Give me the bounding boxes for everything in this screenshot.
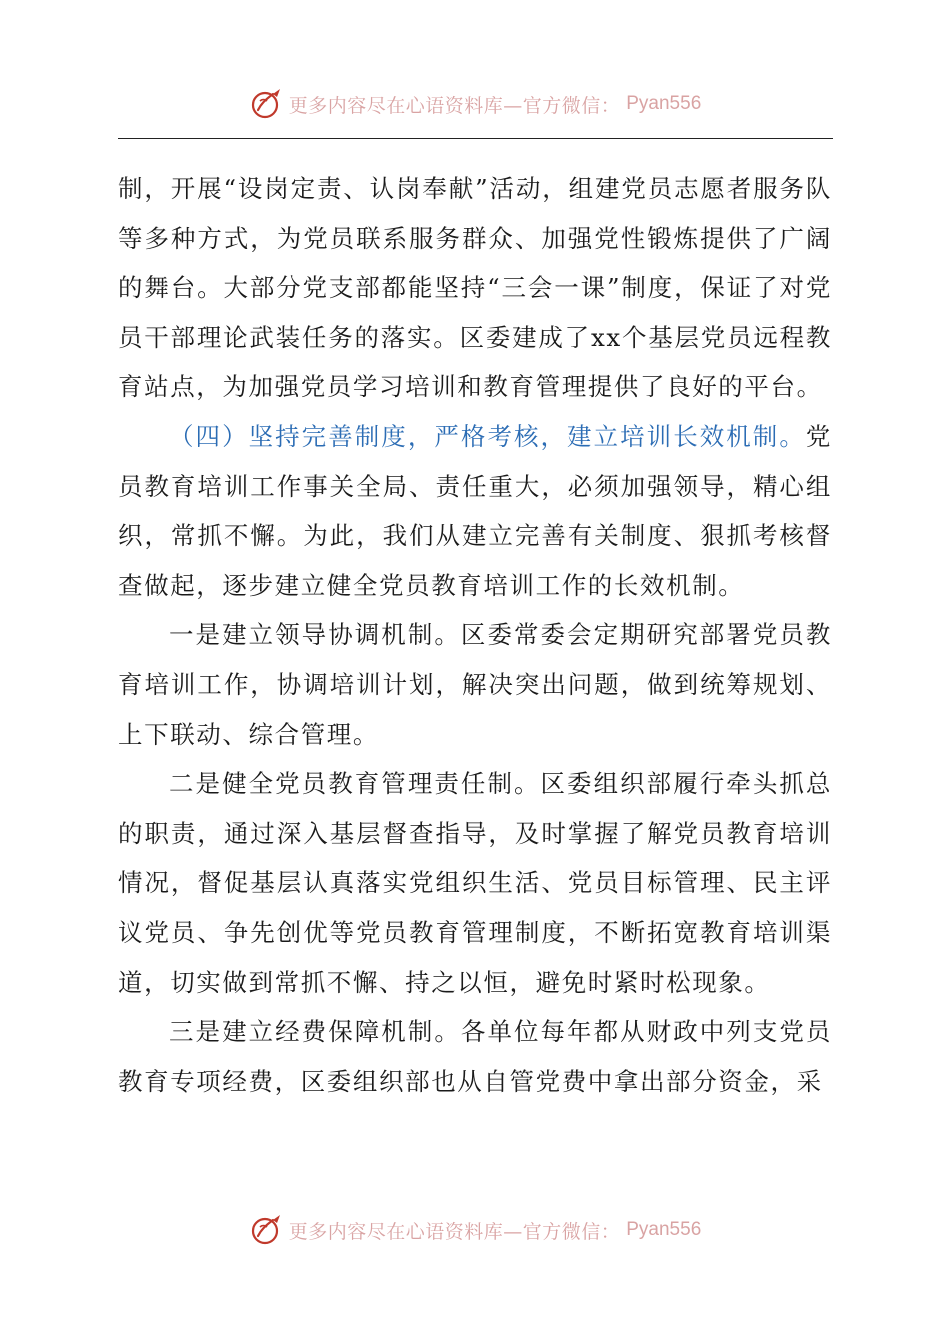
paragraph-2-text: 党员教育培训工作事关全局、责任重大，必须加强领导，精心组织，常抓不懈。为此，我们从建立完善有关制度、狠抓考核督查做起，逐步建立健全党员教育培训工作的长效机制。 (118, 421, 832, 600)
paragraph-3: 一是建立领导协调机制。区委常委会定期研究部署党员教育培训工作，协调培训计划，解决突出问题，做到统筹规划、上下联动、综合管理。 (118, 620, 832, 749)
pen-logo-icon (249, 1212, 285, 1248)
banner-wechat-id: Pyan556 (626, 93, 702, 114)
paragraph-4: 二是健全党员教育管理责任制。区委组织部履行牵头抓总的职责，通过深入基层督查指导，及时掌握了解党员教育培训情况，督促基层认真落实党组织生活、党员目标管理、民主评议党员、争先创优等党员教育管理制度，不断拓宽教育培训渠道，切实做到常抓不懈、持之以恒，避免时紧时松现象。 (118, 769, 832, 997)
page-footer (0, 1206, 950, 1254)
banner-text: 更多内容尽在心语资料库—官方微信： (288, 94, 621, 117)
banner-wechat-id: Pyan556 (626, 1219, 702, 1240)
banner-text: 更多内容尽在心语资料库—官方微信： (288, 1220, 621, 1243)
document-body (118, 164, 832, 1106)
header-divider (118, 138, 833, 139)
section-heading: （四）坚持完善制度，严格考核，建立培训长效机制。 (169, 421, 806, 451)
watermark-banner (249, 86, 702, 122)
paragraph-2 (118, 412, 832, 610)
watermark-banner-footer (249, 1212, 702, 1248)
page-header (0, 80, 950, 128)
paragraph-1: 制，开展“设岗定责、认岗奉献”活动，组建党员志愿者服务队等多种方式，为党员联系服务群众、加强党性锻炼提供了广阔的舞台。大部分党支部都能坚持“三会一课”制度，保证了对党员干部理论武装任务的落实。区委建成了xx个基层党员远程教育站点，为加强党员学习培训和教育管理提供了良好的平台。 (118, 174, 832, 402)
pen-logo-icon (249, 86, 285, 122)
paragraph-5: 三是建立经费保障机制。各单位每年都从财政中列支党员教育专项经费，区委组织部也从自管党费中拿出部分资金，采 (118, 1017, 832, 1096)
